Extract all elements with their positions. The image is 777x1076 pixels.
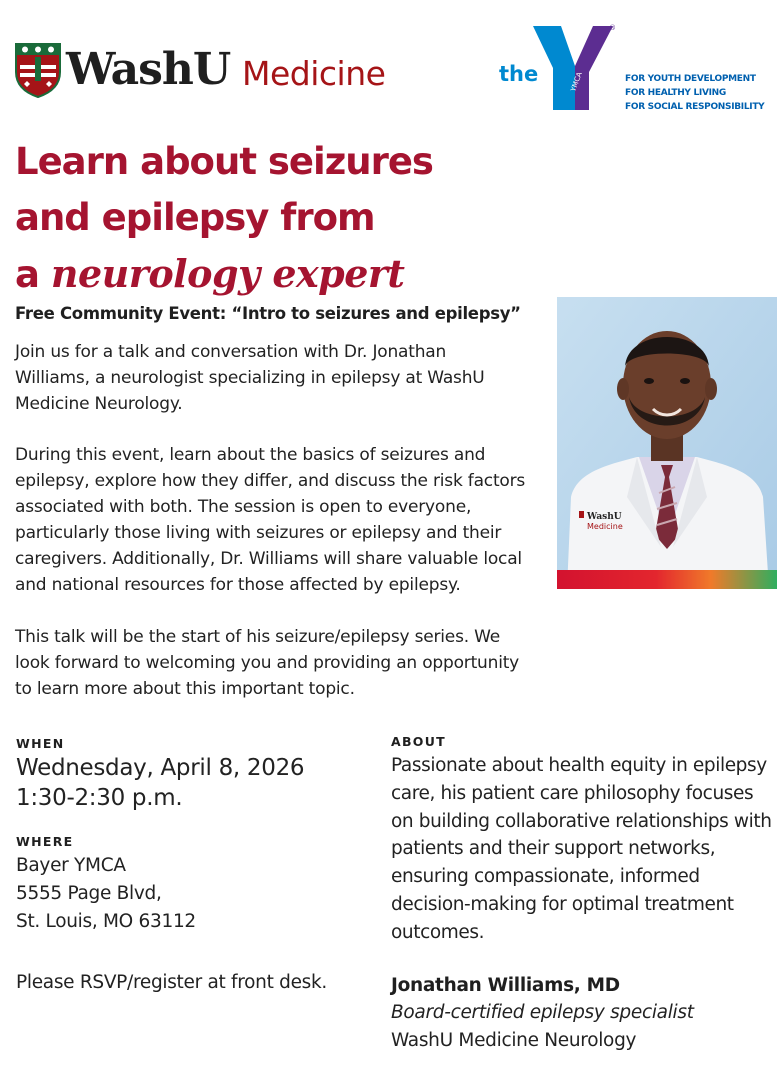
when-label: WHEN (16, 736, 65, 751)
headline-prefix: a (15, 253, 39, 296)
venue-street: 5555 Page Blvd, (16, 883, 162, 904)
details-paragraph: During this event, learn about the basics of seizures and epilepsy, explore how they differ, and discuss the risk factors associated with both. The session is open to everyone, particularly those living with seizures or epilepsy and their caregivers. Additionally, Dr. Williams will share valuable local and national resources for those affected by epilepsy. (15, 445, 526, 595)
ymca-tagline-line: FOR YOUTH DEVELOPMENT (625, 74, 756, 84)
portrait-photo (557, 297, 777, 589)
about-text: Passionate about health equity in epilepsy care, his patient care philosophy focuses on building collaborative relationships with patients and their support networks, ensuring compassionate, informed decision-making for optimal treatment outcomes. (391, 755, 772, 943)
doctor-name: Jonathan Williams, MD (391, 975, 620, 996)
rsvp-note: Please RSVP/register at front desk. (16, 972, 328, 993)
doctor-portrait (557, 297, 777, 589)
ymca-y-icon (531, 22, 621, 114)
venue-name: Bayer YMCA (16, 855, 126, 876)
series-paragraph: This talk will be the start of his seizure/epilepsy series. We look forward to welcoming you and providing an opportunity to learn more about this important topic. (15, 627, 520, 699)
ymca-registered-mark: ® (609, 24, 616, 32)
doctor-department: WashU Medicine Neurology (391, 1030, 637, 1051)
ymca-the-text: the (499, 62, 539, 86)
headline-italic: neurology expert (50, 251, 405, 296)
ymca-letters: YMCA (569, 71, 584, 93)
intro-paragraph: Join us for a talk and conversation with Dr. Jonathan Williams, a neurologist specializing in epilepsy at WashU Medicine Neurology. (15, 342, 485, 414)
coat-logo-word2: Medicine (587, 522, 623, 531)
page-headline (15, 134, 535, 303)
ymca-tagline-line: FOR SOCIAL RESPONSIBILITY (625, 102, 765, 112)
headline-line-1: Learn about seizures (15, 140, 433, 183)
venue-city: St. Louis, MO 63112 (16, 911, 196, 932)
ymca-logo (497, 22, 777, 118)
event-time: 1:30-2:30 p.m. (16, 785, 183, 811)
washu-shield-icon (14, 42, 62, 98)
where-label: WHERE (16, 834, 74, 849)
ymca-tagline-line: FOR HEALTHY LIVING (625, 88, 726, 98)
event-subtitle: Free Community Event: “Intro to seizures and epilepsy” (15, 304, 521, 323)
about-label: ABOUT (391, 734, 447, 749)
coat-logo-word1: WashU (587, 512, 622, 522)
event-datetime (16, 753, 304, 813)
ymca-tagline (625, 72, 764, 114)
event-date: Wednesday, April 8, 2026 (16, 755, 305, 781)
medicine-wordmark: Medicine (242, 54, 386, 93)
headline-line-3 (15, 246, 535, 303)
headline-line-2: and epilepsy from (15, 196, 375, 239)
washu-wordmark: WashU (66, 44, 231, 95)
doctor-title: Board-certified epilepsy specialist (391, 1002, 694, 1023)
washu-medicine-logo (14, 42, 414, 100)
